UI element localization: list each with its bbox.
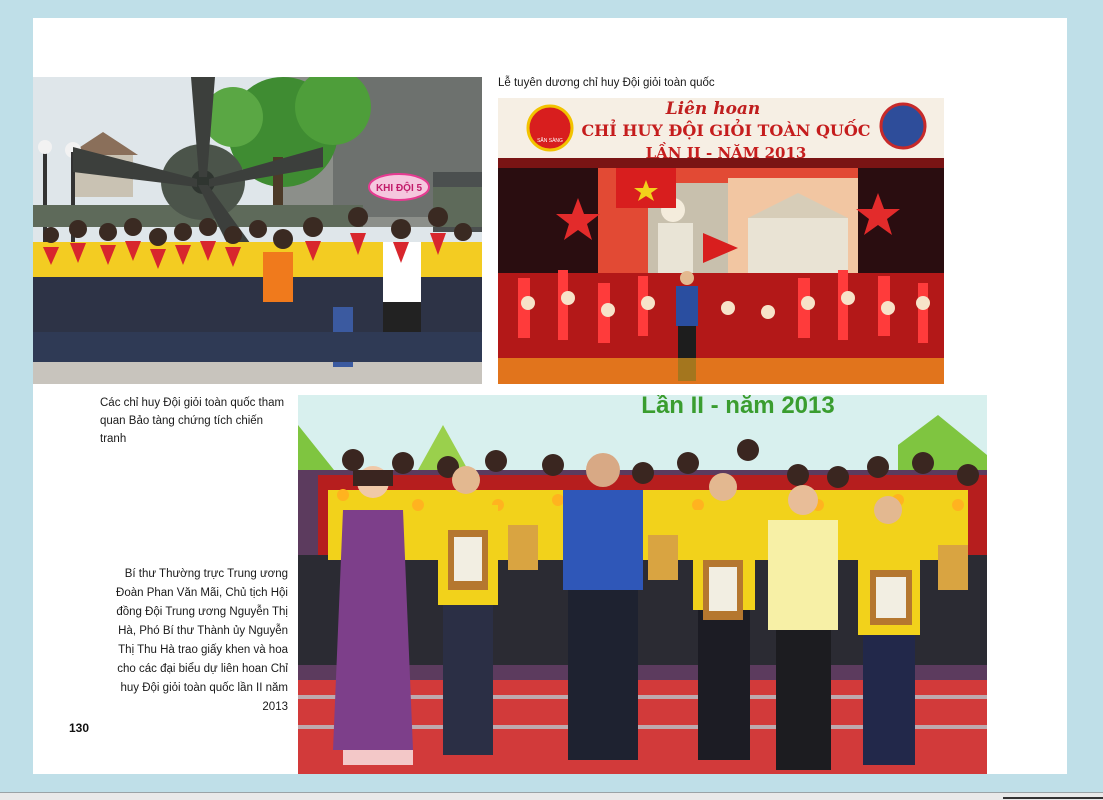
ceremony-caption: Lễ tuyên dương chỉ huy Đội giỏi toàn quốc	[498, 77, 715, 89]
award-banner-text: Lần II - năm 2013	[641, 395, 835, 419]
ceremony-stage-photo	[498, 98, 944, 384]
award-caption: Bí thư Thường trực Trung ương Đoàn Phan Văn Mãi, Chủ tịch Hội đồng Đội Trung ương Nguyễn Thị Hà, Phó Bí thư Thành ủy Nguyễn Thị Thu Hà trao giấy khen và hoa cho các đại biểu dự liên hoan Chỉ huy Đội giỏi toàn quốc lần II năm 2013	[116, 568, 288, 713]
museum-caption: Các chỉ huy Đội giỏi toàn quốc tham quan Bảo tàng chứng tích chiến tranh	[100, 397, 285, 445]
stage-logo-text: SẴN SÀNG	[537, 138, 563, 144]
stage-banner-line2: CHỈ HUY ĐỘI GIỎI TOÀN QUỐC	[581, 121, 871, 140]
museum-visit-photo	[33, 77, 482, 384]
page-number: 130	[69, 721, 90, 735]
museum-sign-text: KHI ĐỘI 5	[375, 183, 423, 194]
award-ceremony-photo	[298, 395, 987, 774]
stage-banner-line3: LẦN II - NĂM 2013	[645, 144, 807, 162]
stage-banner-line1: Liên hoan	[665, 99, 761, 119]
